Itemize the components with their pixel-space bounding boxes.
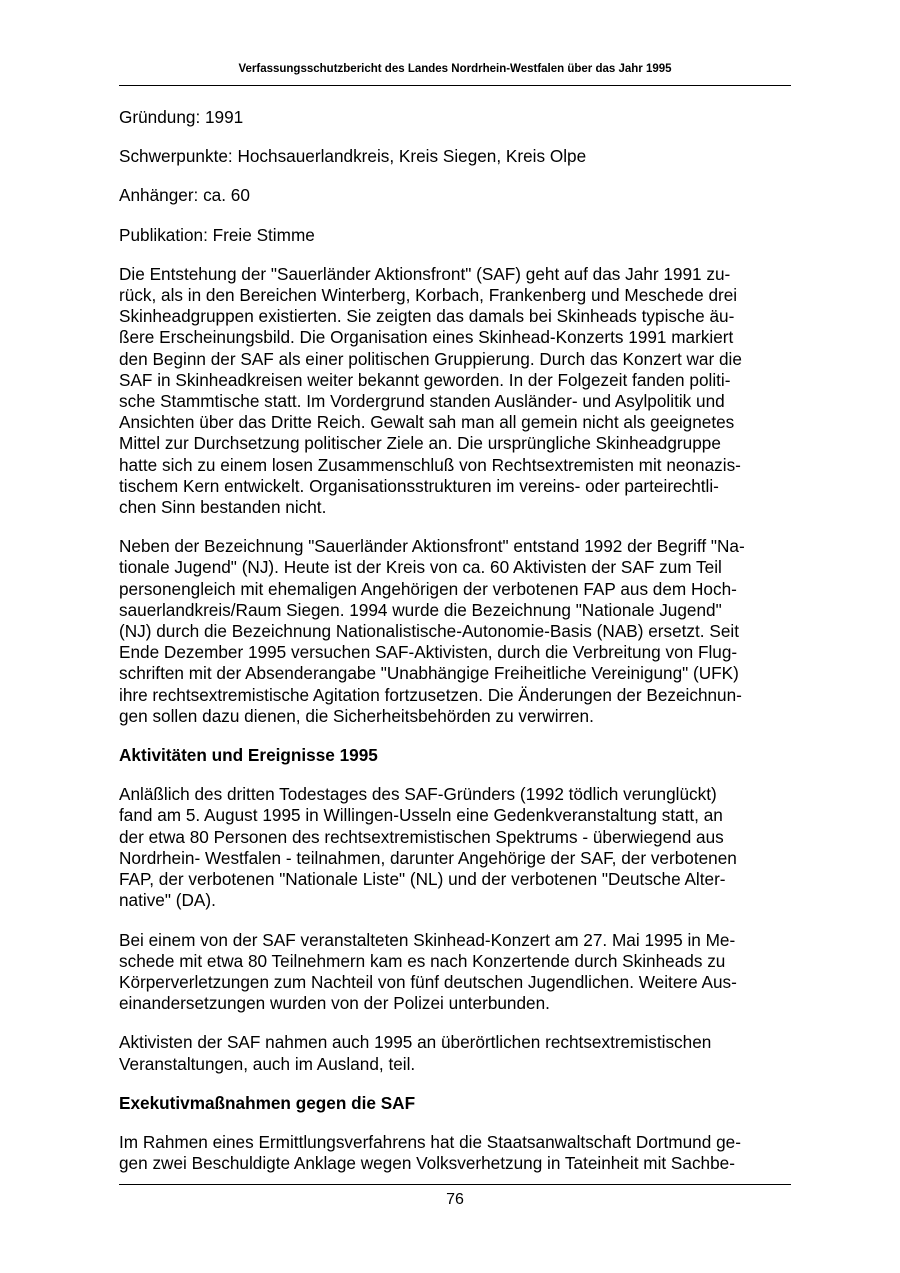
text-line: SAF in Skinheadkreisen weiter bekannt geworden. In der Folgezeit fanden politi- bbox=[119, 369, 731, 390]
section-heading-aktivitaeten: Aktivitäten und Ereignisse 1995 bbox=[119, 745, 378, 766]
footer-rule bbox=[119, 1184, 791, 1185]
text-line: ihre rechtsextremistische Agitation fortzusetzen. Die Änderungen der Bezeichnun- bbox=[119, 684, 742, 705]
paragraph-veranstaltungen bbox=[119, 1032, 791, 1074]
text-line: tionale Jugend" (NJ). Heute ist der Kreis von ca. 60 Aktivisten der SAF zum Teil bbox=[119, 557, 722, 578]
paragraph-entstehung bbox=[119, 264, 791, 518]
text-line: Anläßlich des dritten Todestages des SAF-Gründers (1992 tödlich verunglückt) bbox=[119, 784, 717, 805]
page-content bbox=[119, 107, 791, 1192]
text-line: Im Rahmen eines Ermittlungsverfahrens hat die Staatsanwaltschaft Dortmund ge- bbox=[119, 1131, 741, 1152]
paragraph-ermittlungsverfahren bbox=[119, 1132, 791, 1174]
text-line: (NJ) durch die Bezeichnung Nationalistische-Autonomie-Basis (NAB) ersetzt. Seit bbox=[119, 621, 739, 642]
text-line: Körperverletzungen zum Nachteil von fünf deutschen Jugendlichen. Weitere Aus- bbox=[119, 971, 737, 992]
text-line: sche Stammtische statt. Im Vordergrund standen Ausländer- und Asylpolitik und bbox=[119, 391, 725, 412]
text-line: native" (DA). bbox=[119, 890, 216, 911]
text-line: Nordrhein- Westfalen - teilnahmen, darunter Angehörige der SAF, der verbotenen bbox=[119, 847, 737, 868]
text-line: personengleich mit ehemaligen Angehörigen der verbotenen FAP aus dem Hoch- bbox=[119, 578, 737, 599]
paragraph-skinhead-konzert bbox=[119, 930, 791, 1015]
text-line: Die Entstehung der "Sauerländer Aktionsfront" (SAF) geht auf das Jahr 1991 zu- bbox=[119, 263, 731, 284]
running-header: Verfassungsschutzbericht des Landes Nordrhein-Westfalen über das Jahr 1995 bbox=[238, 63, 672, 75]
text-line: Veranstaltungen, auch im Ausland, teil. bbox=[119, 1053, 416, 1074]
text-line: schede mit etwa 80 Teilnehmern kam es nach Konzertende durch Skinheads zu bbox=[119, 950, 726, 971]
text-line: gen sollen dazu dienen, die Sicherheitsbehörden zu verwirren. bbox=[119, 705, 594, 726]
text-line: FAP, der verbotenen "Nationale Liste" (NL) und der verbotenen "Deutsche Alter- bbox=[119, 869, 726, 890]
header-rule bbox=[119, 85, 791, 86]
text-line: einandersetzungen wurden von der Polizei unterbunden. bbox=[119, 993, 550, 1014]
text-line: Neben der Bezeichnung "Sauerländer Aktionsfront" entstand 1992 der Begriff "Na- bbox=[119, 536, 745, 557]
text-line: Ansichten über das Dritte Reich. Gewalt sah man all gemein nicht als geeignetes bbox=[119, 412, 735, 433]
text-line: Skinheadgruppen existierten. Sie zeigten das damals bei Skinheads typische äu- bbox=[119, 306, 735, 327]
text-line: schriften mit der Absenderangabe "Unabhängige Freiheitliche Vereinigung" (UFK) bbox=[119, 663, 739, 684]
meta-anhaenger: Anhänger: ca. 60 bbox=[119, 185, 250, 206]
text-line: fand am 5. August 1995 in Willingen-Usseln eine Gedenkveranstaltung statt, an bbox=[119, 805, 723, 826]
text-line: Aktivisten der SAF nahmen auch 1995 an überörtlichen rechtsextremistischen bbox=[119, 1032, 712, 1053]
text-line: ßere Erscheinungsbild. Die Organisation eines Skinhead-Konzerts 1991 markiert bbox=[119, 327, 734, 348]
section-heading-exekutivmassnahmen: Exekutivmaßnahmen gegen die SAF bbox=[119, 1092, 416, 1113]
text-line: hatte sich zu einem losen Zusammenschluß von Rechtsextremisten mit neonazis- bbox=[119, 454, 741, 475]
text-line: rück, als in den Bereichen Winterberg, Korbach, Frankenberg und Meschede drei bbox=[119, 285, 738, 306]
text-line: sauerlandkreis/Raum Siegen. 1994 wurde die Bezeichnung "Nationale Jugend" bbox=[119, 599, 722, 620]
paragraph-gedenkveranstaltung bbox=[119, 784, 791, 911]
text-line: Ende Dezember 1995 versuchen SAF-Aktivisten, durch die Verbreitung von Flug- bbox=[119, 642, 738, 663]
text-line: chen Sinn bestanden nicht. bbox=[119, 497, 327, 518]
text-line: den Beginn der SAF als einer politischen Gruppierung. Durch das Konzert war die bbox=[119, 348, 742, 369]
meta-publikation: Publikation: Freie Stimme bbox=[119, 224, 315, 245]
text-line: Bei einem von der SAF veranstalteten Skinhead-Konzert am 27. Mai 1995 in Me- bbox=[119, 929, 736, 950]
text-line: tischem Kern entwickelt. Organisationsstrukturen im vereins- oder parteirechtli- bbox=[119, 475, 719, 496]
text-line: Mittel zur Durchsetzung politischer Ziele an. Die ursprüngliche Skinheadgruppe bbox=[119, 433, 721, 454]
meta-gruendung: Gründung: 1991 bbox=[119, 107, 244, 127]
page-number: 76 bbox=[446, 1191, 464, 1208]
paragraph-bezeichnung bbox=[119, 536, 791, 727]
text-line: der etwa 80 Personen des rechtsextremistischen Spektrums - überwiegend aus bbox=[119, 826, 724, 847]
meta-schwerpunkte: Schwerpunkte: Hochsauerlandkreis, Kreis Siegen, Kreis Olpe bbox=[119, 146, 587, 167]
text-line: gen zwei Beschuldigte Anklage wegen Volksverhetzung in Tateinheit mit Sachbe- bbox=[119, 1153, 735, 1174]
